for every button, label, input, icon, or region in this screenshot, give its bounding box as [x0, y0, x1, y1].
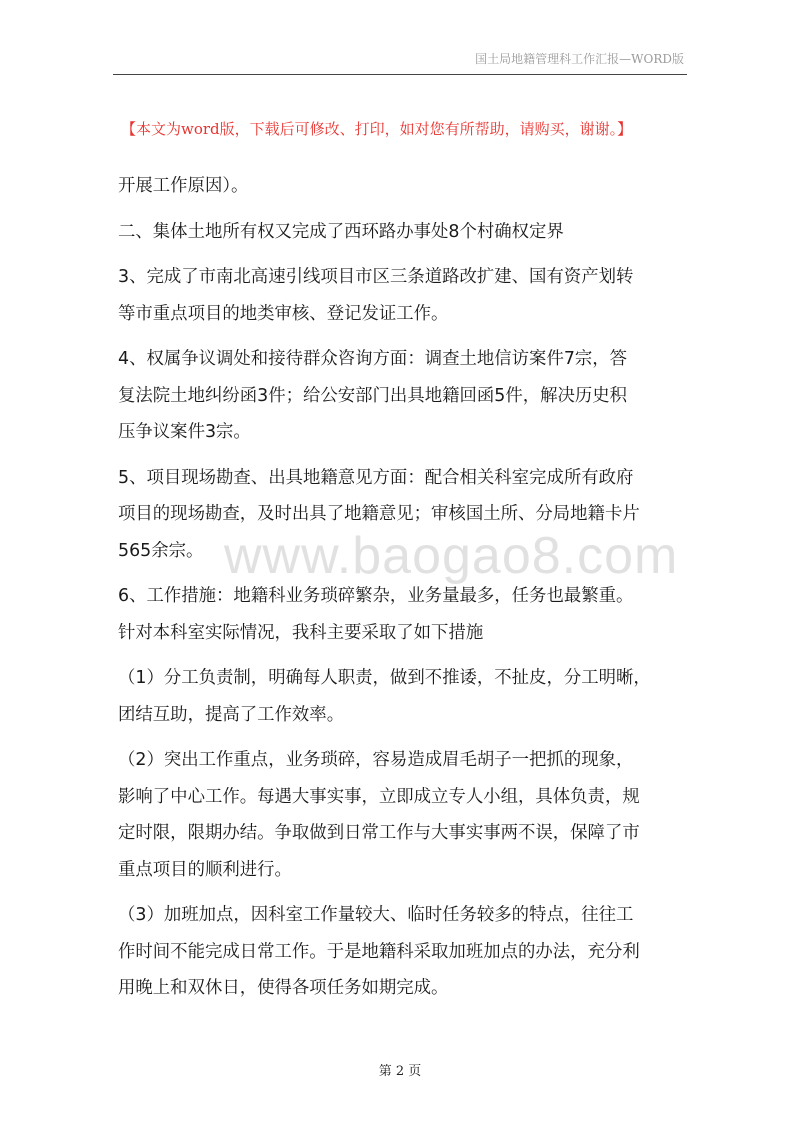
text-line: 565余宗。: [118, 540, 204, 561]
paragraph: [118, 168, 693, 205]
page-number: 第 2 页: [378, 1064, 422, 1079]
text-line: 重点项目的顺利进行。: [118, 859, 292, 880]
text-line: 压争议案件3宗。: [118, 422, 251, 442]
text-line: 二、集体土地所有权又完成了西环路办事处8个村确权定界: [118, 221, 564, 242]
text-line: 5、项目现场勘查、出具地籍意见方面：配合相关科室完成所有政府: [118, 467, 634, 488]
text-line: （3）加班加点，因科室工作量较大、临时任务较多的特点，往往工: [118, 905, 634, 925]
text-line: 作时间不能完成日常工作。于是地籍科采取加班加点的办法，充分利: [118, 941, 640, 962]
text-line: 等市重点项目的地类审核、登记发证工作。: [118, 303, 449, 324]
text-line: 开展工作原因）。: [118, 176, 249, 196]
text-line: 用晚上和双休日，使得各项任务如期完成。: [118, 978, 449, 998]
paragraph: [118, 259, 693, 332]
text-line: 定时限，限期办结。争取做到日常工作与大事实事两不误，保障了市: [118, 823, 640, 843]
paragraph: [118, 578, 693, 651]
text-line: 复法院土地纠纷函3件；给公安部门出具地籍回函5件，解决历史积: [118, 385, 628, 406]
text-line: 影响了中心工作。每遇大事实事，立即成立专人小组，具体负责，规: [118, 786, 640, 807]
page-header: 国土局地籍管理科工作汇报—WORD版: [475, 52, 684, 66]
text-line: 4、权属争议调处和接待群众咨询方面：调查土地信访案件7宗，答: [118, 349, 628, 369]
text-line: （1）分工负责制，明确每人职责，做到不推诿，不扯皮，分工明晰，: [118, 668, 651, 688]
paragraph: [118, 214, 693, 251]
paragraph: [118, 341, 693, 451]
header-divider: [113, 74, 687, 75]
text-line: 3、完成了市南北高速引线项目市区三条道路改扩建、国有资产划转: [118, 267, 634, 287]
download-notice: 【本文为word版，下载后可修改、打印，如对您有所帮助，请购买，谢谢。】: [121, 120, 633, 138]
text-line: 6、工作措施：地籍科业务琐碎繁杂，业务量最多，任务也最繁重。: [118, 586, 634, 606]
text-line: 团结互助，提高了工作效率。: [118, 704, 345, 725]
document-body: [118, 168, 693, 1016]
text-line: 项目的现场勘查，及时出具了地籍意见；审核国土所、分局地籍卡片: [118, 504, 640, 524]
text-line: （2）突出工作重点，业务琐碎，容易造成眉毛胡子一把抓的现象，: [118, 750, 634, 770]
paragraph: [118, 897, 693, 1007]
paragraph: [118, 660, 693, 733]
text-line: 针对本科室实际情况，我科主要采取了如下措施: [118, 622, 484, 643]
watermark: www.baogao8.com: [224, 527, 679, 585]
paragraph: [118, 742, 693, 888]
